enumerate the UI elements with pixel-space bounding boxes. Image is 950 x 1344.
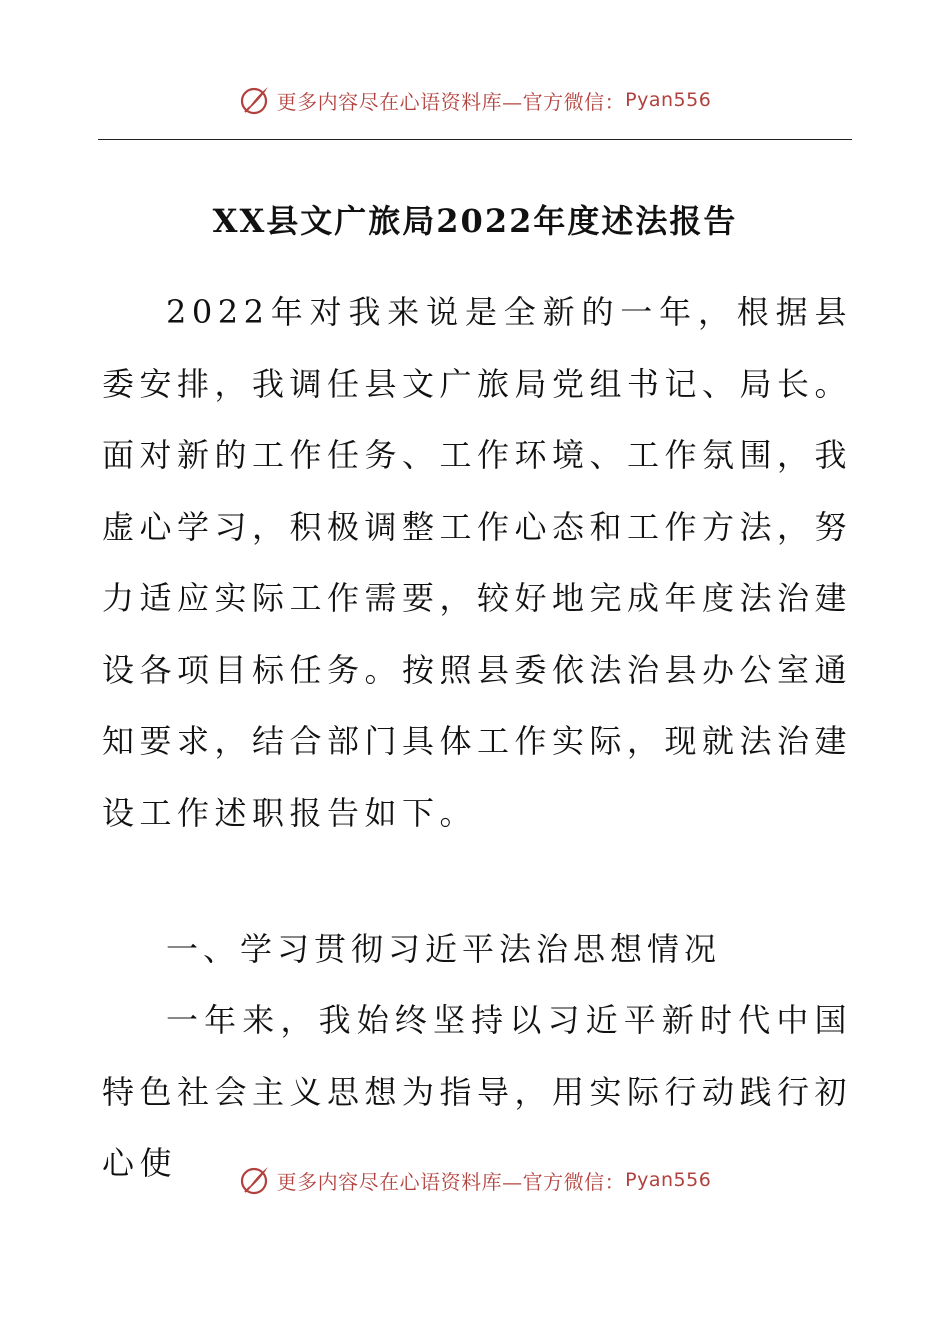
watermark-wechat-id: Pyan556 (625, 1169, 712, 1191)
quill-pen-circle-icon (239, 84, 271, 116)
intro-paragraph-block (102, 277, 852, 849)
intro-paragraph: 2022年对我来说是全新的一年，根据县委安排，我调任县文广旅局党组书记、局长。面对新的工作任务、工作环境、工作氛围，我虚心学习，积极调整工作心态和工作方法，努力适应实际工作需要，较好地完成年度法治建设各项目标任务。按照县委依法治县办公室通知要求，结合部门具体工作实际，现就法治建设工作述职报告如下。 (102, 293, 853, 832)
header-watermark (0, 84, 950, 116)
document-title: XX县文广旅局2022年度述法报告 (212, 202, 738, 240)
watermark-text: 更多内容尽在心语资料库—官方微信： (276, 1169, 626, 1194)
section-1-paragraph: 一年来，我始终坚持以习近平新时代中国特色社会主义思想为指导，用实际行动践行初心使 (102, 1001, 853, 1182)
watermark-wechat-id: Pyan556 (625, 89, 712, 111)
footer-watermark (0, 1164, 950, 1196)
quill-pen-circle-icon (239, 1164, 271, 1196)
section-heading-1: 一、学习贯彻习近平法治思想情况 (166, 930, 722, 968)
header-divider (98, 139, 852, 140)
watermark-text: 更多内容尽在心语资料库—官方微信： (276, 89, 626, 114)
